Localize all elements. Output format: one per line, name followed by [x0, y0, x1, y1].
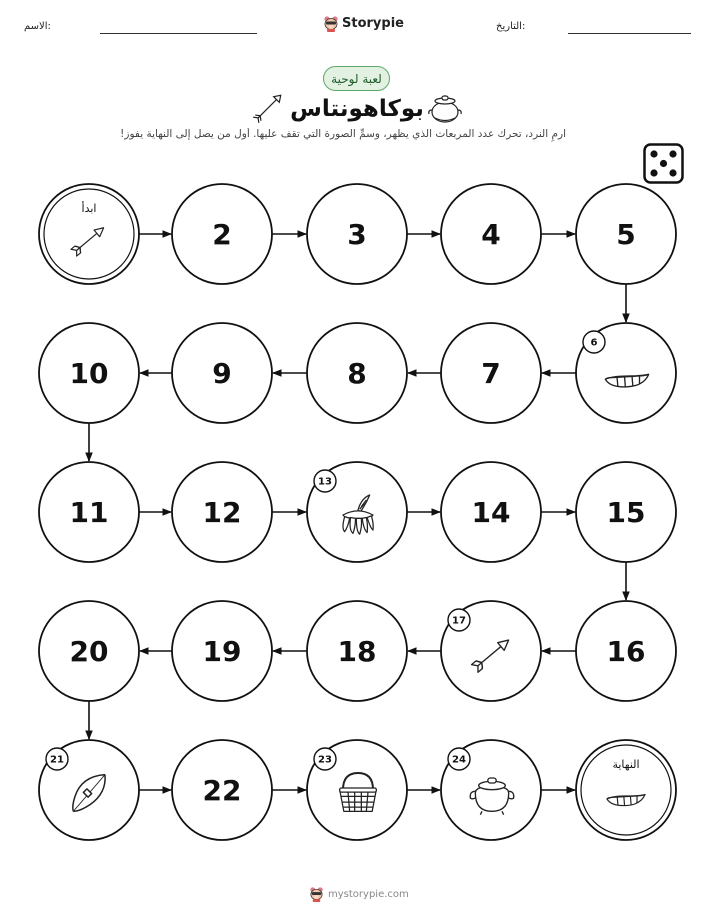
- cell-number: 9: [212, 357, 232, 390]
- board-cell-21[interactable]: [39, 740, 139, 840]
- cell-number: 18: [337, 635, 377, 668]
- cell-badge-number: 21: [50, 754, 64, 766]
- board-cell-18[interactable]: [307, 601, 407, 701]
- board-cell-24[interactable]: [441, 740, 541, 840]
- cell-badge-number: 17: [452, 615, 466, 627]
- cell-number: 14: [471, 496, 511, 529]
- board-cell-2[interactable]: [172, 184, 272, 284]
- cell-number: 16: [606, 635, 646, 668]
- cell-circle: [576, 740, 676, 840]
- cell-number: 22: [202, 774, 242, 807]
- cell-number: 5: [616, 218, 636, 251]
- cell-badge-number: 6: [590, 337, 598, 349]
- brand-name: Storypie: [342, 15, 404, 31]
- cell-number: 19: [202, 635, 242, 668]
- board-cell-5[interactable]: [576, 184, 676, 284]
- board-cell-16[interactable]: [576, 601, 676, 701]
- cell-number: 2: [212, 218, 232, 251]
- board-cell-7[interactable]: [441, 323, 541, 423]
- board-cell-3[interactable]: [307, 184, 407, 284]
- page-title: بوكاهونتاس: [290, 96, 424, 122]
- board-cell-13[interactable]: [307, 462, 407, 562]
- cell-number: 7: [481, 357, 501, 390]
- cell-number: 8: [347, 357, 367, 390]
- board-cell-14[interactable]: [441, 462, 541, 562]
- board-cell-15[interactable]: [576, 462, 676, 562]
- cell-number: 11: [69, 496, 109, 529]
- footer: [309, 884, 409, 904]
- mascot-icon: [309, 886, 324, 902]
- footer-url[interactable]: mystorypie.com: [328, 888, 409, 900]
- cell-number: 3: [347, 218, 367, 251]
- board-cell-6[interactable]: [576, 323, 676, 423]
- date-label: التاريخ:: [496, 21, 526, 32]
- finish-label: النهاية: [612, 758, 640, 771]
- start-label: ابدأ: [81, 202, 97, 215]
- board-cell-1[interactable]: [39, 184, 139, 284]
- name-label: الاسم:: [24, 21, 51, 32]
- board-cell-23[interactable]: [307, 740, 407, 840]
- board-cell-20[interactable]: [39, 601, 139, 701]
- board-cell-11[interactable]: [39, 462, 139, 562]
- game-type-badge: لعبة لوحية: [323, 66, 390, 91]
- cell-badge-number: 23: [318, 754, 332, 766]
- board-cell-17[interactable]: [441, 601, 541, 701]
- board-cell-19[interactable]: [172, 601, 272, 701]
- cell-number: 10: [69, 357, 109, 390]
- board-cell-22[interactable]: [172, 740, 272, 840]
- board-cell-9[interactable]: [172, 323, 272, 423]
- cell-badge-number: 24: [452, 754, 466, 766]
- cell-badge-number: 13: [318, 476, 332, 488]
- instructions: ارمِ النرد، تحرك عدد المربعات الذي يظهر، وسمِّ الصورة التي تقف عليها. أول من يصل إلى النهاية يفوز!: [120, 128, 566, 140]
- cell-number: 12: [202, 496, 242, 529]
- cell-number: 4: [481, 218, 501, 251]
- board-cell-4[interactable]: [441, 184, 541, 284]
- cell-circle: [39, 184, 139, 284]
- board-cell-12[interactable]: [172, 462, 272, 562]
- cell-number: 20: [69, 635, 109, 668]
- cell-number: 15: [606, 496, 646, 529]
- board-cell-10[interactable]: [39, 323, 139, 423]
- board-cell-25[interactable]: [576, 740, 676, 840]
- board-cell-8[interactable]: [307, 323, 407, 423]
